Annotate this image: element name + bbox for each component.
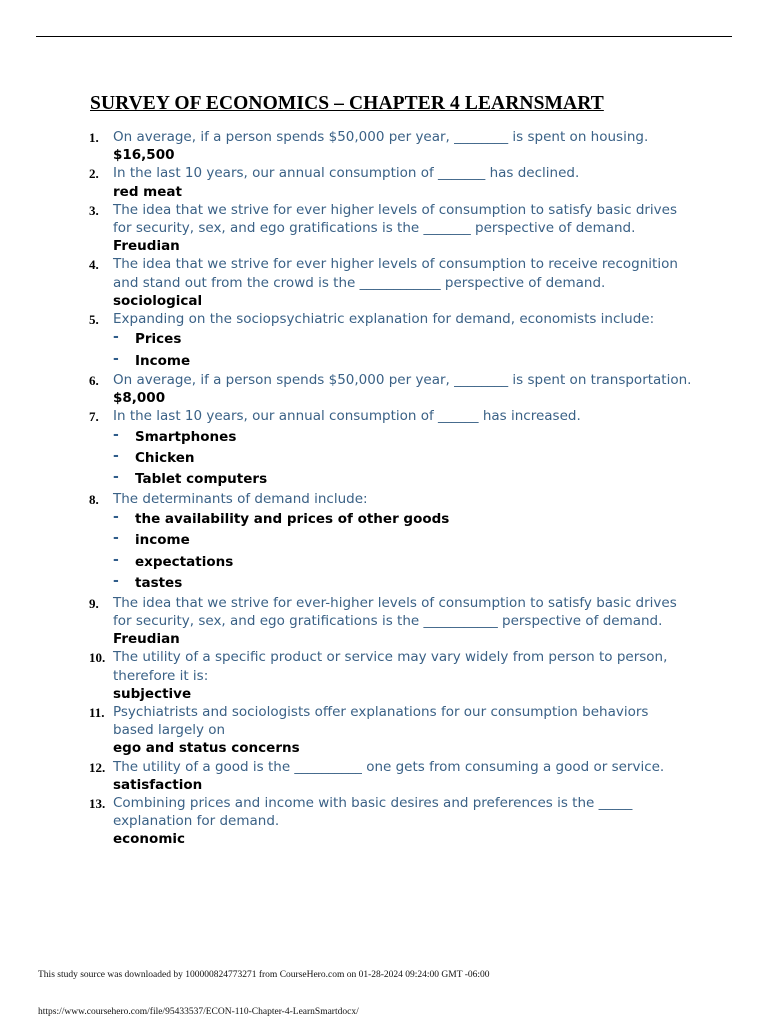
- dash-bullet-icon: -: [113, 551, 119, 568]
- question-item: [89, 648, 693, 703]
- question-number: 13.: [89, 795, 106, 811]
- question-text: Combining prices and income with basic desires and preferences is the _____ explanation for demand.: [113, 794, 633, 830]
- answer-bullet-list: [113, 328, 693, 371]
- answer-text: ego and status concerns: [113, 740, 300, 757]
- question-item: [89, 128, 693, 164]
- question-text: The idea that we strive for ever-higher levels of consumption to satisfy basic drives for security, sex, and ego gratifications is the ___________ perspective of demand.: [113, 594, 677, 629]
- question-text: Psychiatrists and sociologists offer explanations for our consumption behaviors based largely on: [113, 703, 649, 739]
- answer-text: $8,000: [113, 390, 166, 407]
- question-list: [89, 128, 693, 849]
- question-number: 8.: [89, 491, 99, 507]
- dash-bullet-icon: -: [113, 448, 119, 465]
- answer-bullet: [113, 328, 693, 349]
- answer-bullet-list: [113, 426, 693, 490]
- question-text: In the last 10 years, our annual consumption of _______ has declined.: [113, 165, 580, 182]
- question-item: [89, 703, 693, 758]
- question-number: 7.: [89, 409, 99, 425]
- answer-bullet: [113, 529, 693, 550]
- question-text: The idea that we strive for ever higher levels of consumption to receive recognition and stand out from the crowd is the ____________ perspective of demand.: [113, 256, 678, 291]
- question-number: 12.: [89, 759, 106, 775]
- question-number: 9.: [89, 595, 99, 611]
- header-rule: [36, 36, 732, 37]
- answer-text: sociological: [113, 292, 203, 309]
- question-text: In the last 10 years, our annual consumption of ______ has increased.: [113, 408, 581, 425]
- answer-bullet: [113, 551, 693, 572]
- answer-text: subjective: [113, 685, 192, 702]
- question-number: 2.: [89, 166, 99, 182]
- dash-bullet-icon: -: [113, 573, 119, 590]
- bullet-text: income: [135, 532, 190, 549]
- answer-bullet-list: [113, 508, 693, 594]
- question-item: [89, 371, 693, 407]
- answer-bullet: [113, 447, 693, 468]
- question-number: 11.: [89, 704, 105, 720]
- document-title: SURVEY OF ECONOMICS – CHAPTER 4 LEARNSMART: [90, 93, 604, 114]
- download-notice: This study source was downloaded by 100000824773271 from CourseHero.com on 01-28-2024 09:24:00 GMT -06:00: [38, 970, 490, 980]
- answer-text: economic: [113, 831, 186, 848]
- answer-text: satisfaction: [113, 776, 203, 793]
- question-number: 4.: [89, 257, 99, 273]
- answer-text: Freudian: [113, 238, 180, 255]
- dash-bullet-icon: -: [113, 469, 119, 486]
- answer-bullet: [113, 572, 693, 593]
- question-number: 10.: [89, 650, 106, 666]
- question-item: [89, 794, 693, 849]
- question-item: [89, 310, 693, 371]
- question-number: 5.: [89, 312, 99, 328]
- dash-bullet-icon: -: [113, 509, 119, 526]
- question-item: [89, 490, 693, 594]
- dash-bullet-icon: -: [113, 350, 119, 367]
- question-item: [89, 758, 693, 794]
- question-item: [89, 594, 693, 649]
- source-url: https://www.coursehero.com/file/95433537/ECON-110-Chapter-4-LearnSmartdocx/: [38, 1007, 359, 1017]
- question-text: The idea that we strive for ever higher levels of consumption to satisfy basic drives for security, sex, and ego gratifications is the _______ perspective of demand.: [113, 201, 678, 237]
- question-number: 6.: [89, 373, 99, 389]
- dash-bullet-icon: -: [113, 530, 119, 547]
- bullet-text: the availability and prices of other goods: [135, 511, 450, 528]
- answer-text: red meat: [113, 183, 182, 200]
- bullet-text: Prices: [135, 331, 182, 348]
- question-text: The utility of a specific product or service may vary widely from person to person, therefore it is:: [113, 649, 668, 684]
- question-item: [89, 201, 693, 256]
- answer-bullet: [113, 350, 693, 371]
- dash-bullet-icon: -: [113, 426, 119, 443]
- question-item: [89, 255, 693, 310]
- bullet-text: expectations: [135, 553, 234, 570]
- answer-text: $16,500: [113, 147, 175, 164]
- bullet-text: tastes: [135, 575, 183, 592]
- question-text: On average, if a person spends $50,000 per year, ________ is spent on housing.: [113, 129, 649, 145]
- answer-text: Freudian: [113, 631, 180, 648]
- question-item: [89, 407, 693, 489]
- question-text: Expanding on the sociopsychiatric explanation for demand, economists include:: [113, 311, 655, 328]
- answer-bullet: [113, 508, 693, 529]
- question-text: The determinants of demand include:: [113, 490, 368, 507]
- answer-bullet: [113, 426, 693, 447]
- bullet-text: Tablet computers: [135, 471, 268, 488]
- dash-bullet-icon: -: [113, 329, 119, 346]
- question-item: [89, 164, 693, 200]
- bullet-text: Smartphones: [135, 428, 237, 445]
- bullet-text: Chicken: [135, 450, 195, 467]
- question-text: On average, if a person spends $50,000 per year, ________ is spent on transportation.: [113, 372, 692, 389]
- bullet-text: Income: [135, 352, 191, 369]
- question-text: The utility of a good is the __________ one gets from consuming a good or service.: [113, 758, 665, 775]
- answer-bullet: [113, 468, 693, 489]
- question-number: 3.: [89, 202, 99, 218]
- question-number: 1.: [89, 130, 99, 145]
